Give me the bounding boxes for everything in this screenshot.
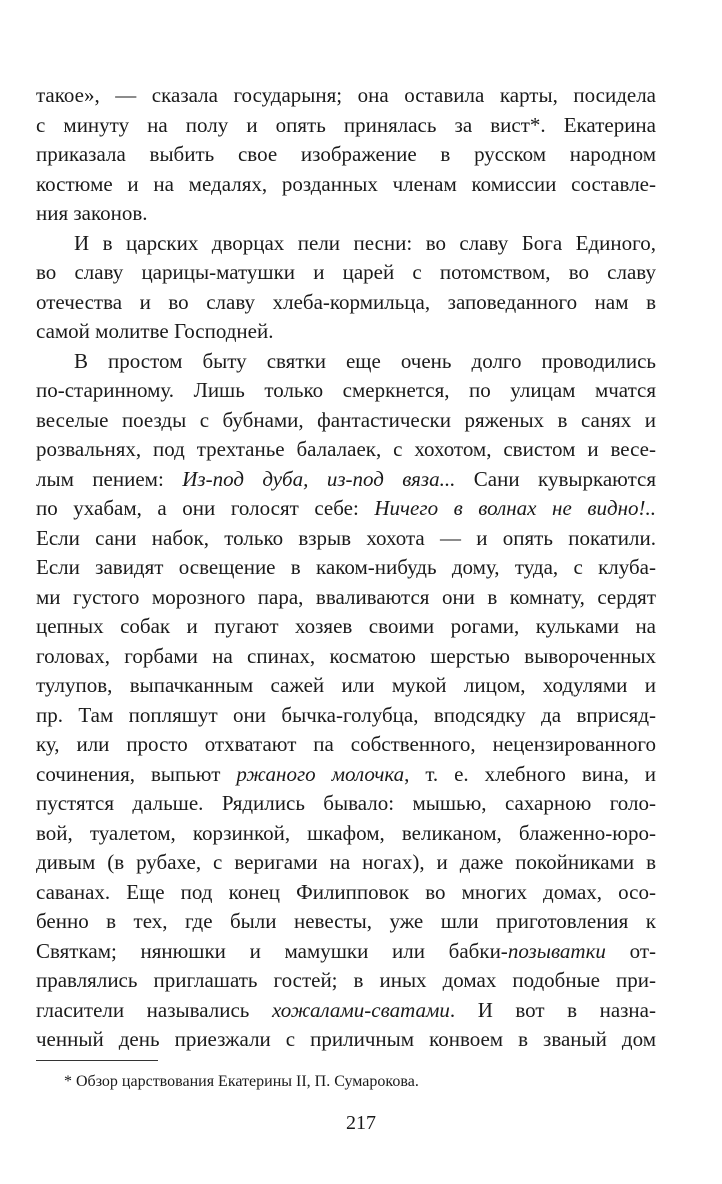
text-line bbox=[36, 786, 656, 820]
footnote: * Обзор царствования Екатерины II, П. Сумарокова. bbox=[64, 1073, 419, 1090]
text-line bbox=[36, 727, 656, 761]
footnote-divider bbox=[36, 1060, 158, 1061]
text-segment: гласители назывались bbox=[36, 998, 272, 1022]
text-segment: во славу царицы-матушки и царей с потомством, во славу bbox=[36, 260, 656, 284]
italic-text: Из-под дуба, из-под вяза... bbox=[182, 467, 456, 491]
text-segment: Святкам; нянюшки и мамушки или бабки- bbox=[36, 939, 508, 963]
text-segment: правлялись приглашать гостей; в иных домах подобные при- bbox=[36, 968, 656, 992]
italic-text: Ничего в волнах не видно!.. bbox=[374, 496, 656, 520]
text-segment: по-старинному. Лишь только смеркнется, по улицам мчатся bbox=[36, 378, 656, 402]
text-segment: ми густого морозного пара, вваливаются они в комнату, сердят bbox=[36, 585, 656, 609]
text-segment: пр. Там попляшут они бычка-голубца, вподсядку да вприсяд- bbox=[36, 703, 656, 727]
text-segment: отечества и во славу хлеба-кормильца, заповеданного нам в bbox=[36, 290, 656, 314]
text-segment: Если завидят освещение в каком-нибудь дому, туда, с клуба- bbox=[36, 555, 656, 579]
text-segment: вой, туалетом, корзинкой, шкафом, великаном, блаженно-юро- bbox=[36, 821, 656, 845]
text-segment: от- bbox=[605, 939, 656, 963]
text-segment: приказала выбить свое изображение в русском народном bbox=[36, 142, 656, 166]
text-line bbox=[36, 255, 656, 289]
text-line bbox=[36, 550, 656, 584]
text-line bbox=[36, 1022, 656, 1056]
text-segment: . И вот в назна- bbox=[449, 998, 656, 1022]
text-line bbox=[36, 845, 656, 879]
text-line bbox=[36, 963, 656, 997]
text-line bbox=[36, 609, 656, 643]
text-line bbox=[36, 904, 656, 938]
text-segment: Если сани набок, только взрыв хохота — и опять покатили. bbox=[36, 526, 656, 550]
page-number: 217 bbox=[346, 1112, 376, 1134]
text-segment: цепных собак и пугают хозяев своими рогами, кульками на bbox=[36, 614, 656, 638]
italic-text: позыватки bbox=[507, 939, 606, 963]
text-segment: головах, горбами на спинах, косматою шерстью вывороченных bbox=[36, 644, 656, 668]
text-segment: ченный день приезжали с приличным конвоем в званый дом bbox=[36, 1027, 656, 1051]
italic-text: ржаного молочка bbox=[236, 762, 405, 786]
italic-text: хожалами-сватами bbox=[271, 998, 450, 1022]
text-segment: , т. е. хлебного вина, и bbox=[404, 762, 656, 786]
text-line bbox=[36, 137, 656, 171]
text-line bbox=[36, 314, 656, 348]
text-segment: веселые поезды с бубнами, фантастически ряженых в санях и bbox=[36, 408, 656, 432]
text-segment: костюме и на медалях, розданных членам комиссии составле- bbox=[36, 172, 656, 196]
text-segment: И в царских дворцах пели песни: во славу Бога Единого, bbox=[74, 231, 656, 255]
text-segment: по ухабам, а они голосят себе: bbox=[36, 496, 375, 520]
text-line bbox=[36, 196, 656, 230]
text-segment: тулупов, выпачканным сажей или мукой лицом, ходулями и bbox=[36, 673, 656, 697]
text-line bbox=[36, 373, 656, 407]
text-line bbox=[36, 491, 656, 525]
text-segment: ния законов. bbox=[36, 201, 148, 225]
text-segment: такое», — сказала государыня; она оставила карты, посидела bbox=[36, 83, 656, 107]
text-segment: саванах. Еще под конец Филипповок во многих домах, осо- bbox=[36, 880, 656, 904]
text-segment: бенно в тех, где были невесты, уже шли приготовления к bbox=[36, 909, 656, 933]
text-segment: пустятся дальше. Рядились бывало: мышью, сахарною голо- bbox=[36, 791, 656, 815]
text-line bbox=[36, 432, 656, 466]
text-segment: самой молитве Господней. bbox=[36, 319, 274, 343]
text-line bbox=[36, 668, 656, 702]
text-segment: сочинения, выпьют bbox=[36, 762, 237, 786]
text-segment: ку, или просто отхватают па собственного, нецензированного bbox=[36, 732, 656, 756]
text-segment: Сани кувыркаются bbox=[455, 467, 656, 491]
text-segment: В простом быту святки еще очень долго проводились bbox=[74, 349, 656, 373]
text-segment: с минуту на полу и опять принялась за вист*. Екатерина bbox=[36, 113, 656, 137]
text-segment: розвальнях, под трехтанье балалаек, с хохотом, свистом и весе- bbox=[36, 437, 656, 461]
text-segment: лым пением: bbox=[36, 467, 183, 491]
text-segment: дивым (в рубахе, с веригами на ногах), и даже покойниками в bbox=[36, 850, 656, 874]
text-line bbox=[36, 78, 656, 112]
